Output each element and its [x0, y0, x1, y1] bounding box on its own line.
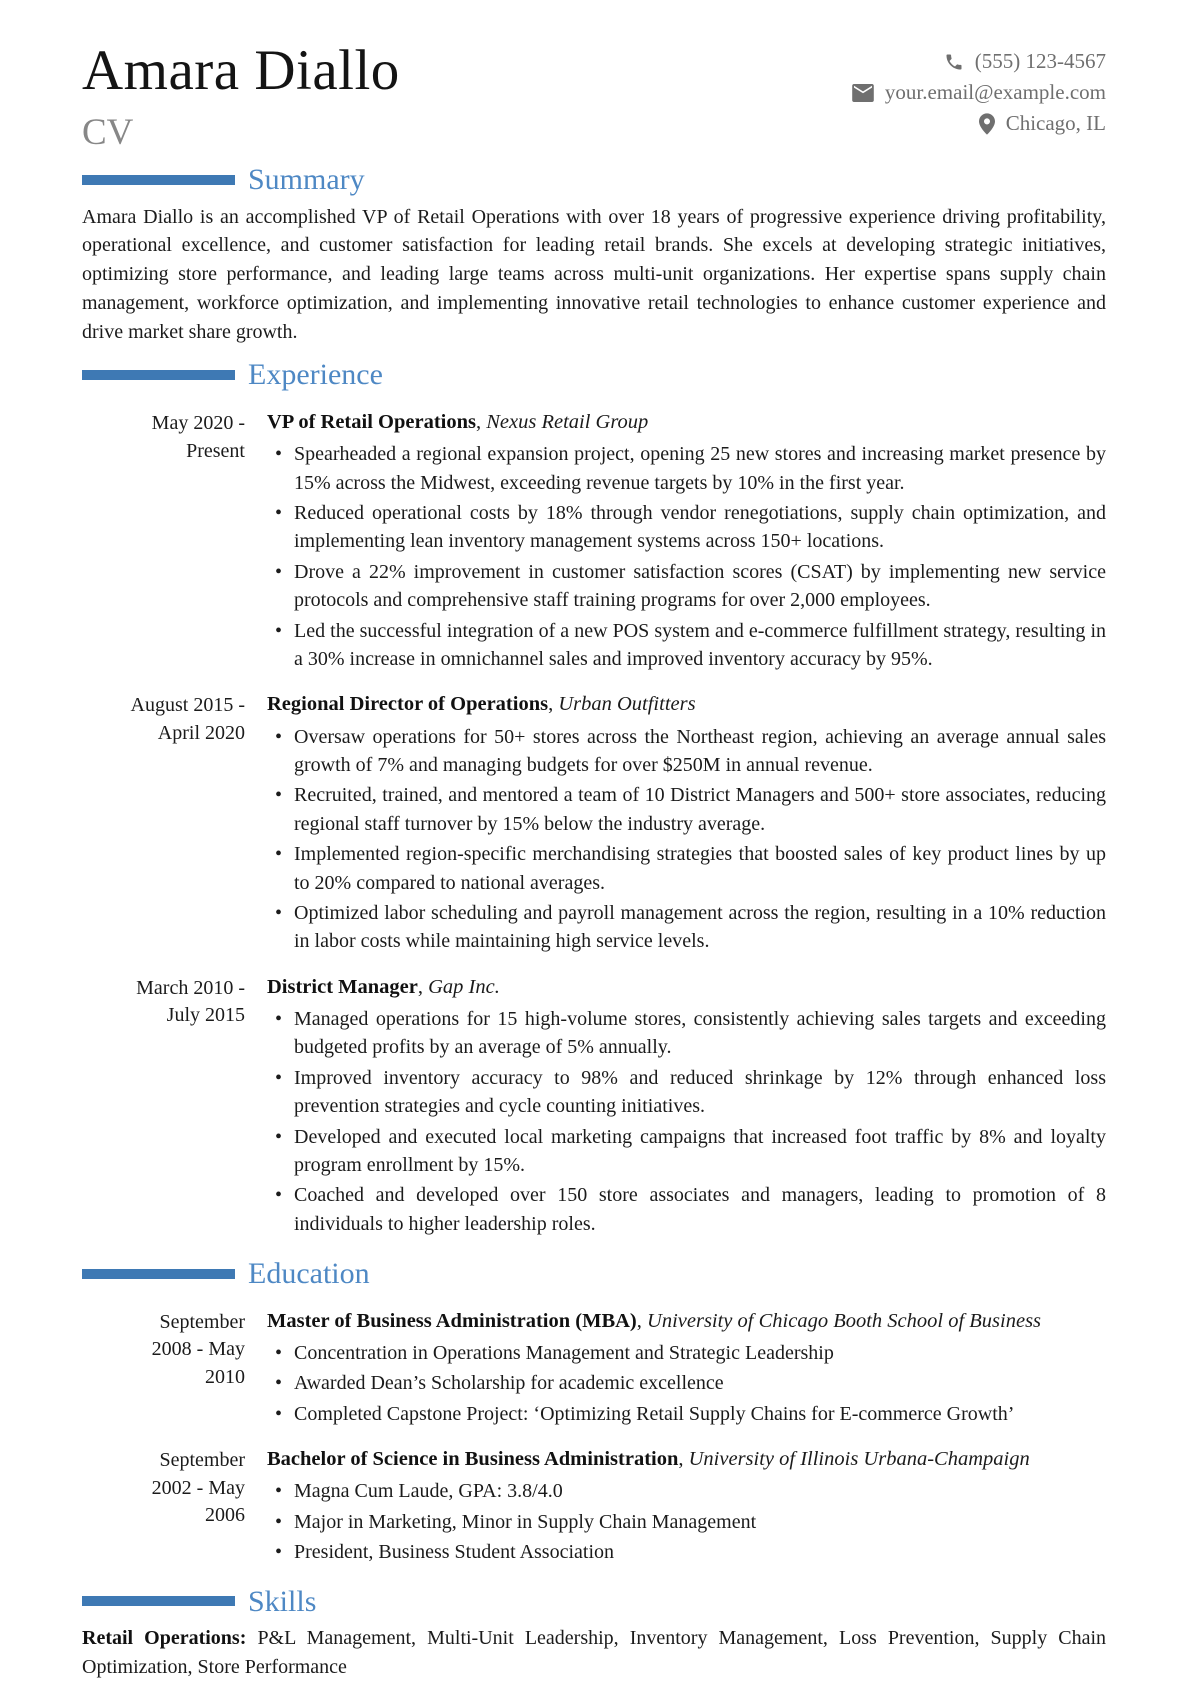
skill-category-label: Retail Operations: — [82, 1627, 247, 1650]
heading-separator: , — [417, 975, 429, 998]
company-name: Urban Outfitters — [558, 693, 696, 716]
experience-entry — [82, 408, 1106, 673]
experience-entry — [82, 690, 1106, 955]
bullet-item: • Magna Cum Laude, GPA: 3.8/4.0 — [267, 1477, 1106, 1505]
degree-title: Master of Business Administration (MBA) — [267, 1309, 637, 1332]
entry-heading — [267, 1445, 1106, 1473]
bullet-item: • Developed and executed local marketing campaigns that increased foot traffic by 8% and loyalty program enrollment by 15%. — [267, 1123, 1106, 1180]
section-title: Education — [248, 1257, 370, 1291]
location-text: Chicago, IL — [1005, 111, 1106, 136]
section-title: Summary — [248, 163, 365, 196]
skill-list: P&L Management, Multi-Unit Leadership, Inventory Management, Loss Prevention, Supply Chain Optimization, Store Performance — [82, 1627, 1107, 1678]
bullet-list — [267, 440, 1106, 673]
entry-heading — [267, 973, 1106, 1001]
company-name: Gap Inc. — [428, 975, 500, 998]
entry-date-range: May 2020 - Present — [151, 411, 245, 462]
header — [82, 39, 1106, 153]
bullet-item: • Spearheaded a regional expansion project, opening 25 new stores and increasing market presence by 15% across the Midwest, exceeding revenue targets by 10% in the first year. — [267, 440, 1106, 497]
envelope-icon — [852, 84, 874, 102]
heading-separator: , — [678, 1448, 689, 1471]
section-accent-bar — [82, 1269, 235, 1279]
heading-separator: , — [475, 410, 487, 433]
bullet-item: • Completed Capstone Project: ‘Optimizing Retail Supply Chains for E-commerce Growth’ — [267, 1400, 1106, 1428]
entry-body — [267, 1445, 1106, 1566]
contact-phone-row — [944, 50, 1106, 73]
bullet-item: • Implemented region-specific merchandising strategies that boosted sales of key product lines by up to 20% compared to national averages. — [267, 840, 1106, 897]
entry-date-range: September 2002 - May 2006 — [151, 1449, 245, 1527]
experience-entry — [82, 973, 1106, 1238]
bullet-item: • Major in Marketing, Minor in Supply Chain Management — [267, 1508, 1106, 1536]
email-address: your.email@example.com — [884, 80, 1106, 105]
bullet-item: • Awarded Dean’s Scholarship for academic excellence — [267, 1369, 1106, 1397]
bullet-item: • Concentration in Operations Management and Strategic Leadership — [267, 1339, 1106, 1367]
contact-location-row — [979, 112, 1106, 135]
entry-body — [267, 690, 1106, 955]
school-name: University of Chicago Booth School of Business — [647, 1309, 1042, 1332]
phone-number: (555) 123-4567 — [974, 49, 1106, 73]
entry-body — [267, 408, 1106, 673]
education-entry — [82, 1445, 1106, 1566]
section-header-experience — [82, 359, 1106, 391]
bullet-item: • Coached and developed over 150 store associates and managers, leading to promotion of 8 individuals to higher leadership roles. — [267, 1181, 1106, 1238]
document-subtitle: CV — [82, 112, 134, 153]
heading-separator: , — [636, 1309, 648, 1332]
school-name: University of Illinois Urbana-Champaign — [688, 1448, 1030, 1471]
section-header-education — [82, 1258, 1106, 1290]
contact-email-row — [852, 81, 1106, 104]
entry-body — [267, 1307, 1106, 1428]
job-title: Regional Director of Operations — [267, 693, 549, 716]
entry-heading — [267, 408, 1106, 436]
job-title: VP of Retail Operations — [267, 410, 476, 433]
section-accent-bar — [82, 1596, 235, 1606]
bullet-item: • Optimized labor scheduling and payroll management across the region, resulting in a 10% reduction in labor costs while maintaining high service levels. — [267, 899, 1106, 956]
bullet-item: • Reduced operational costs by 18% through vendor renegotiations, supply chain optimization, and implementing lean inventory management systems across 150+ locations. — [267, 499, 1106, 556]
bullet-item: • Recruited, trained, and mentored a team of 10 District Managers and 500+ store associates, reducing regional staff turnover by 15% below the industry average. — [267, 781, 1106, 838]
bullet-list — [267, 723, 1106, 956]
bullet-item: • President, Business Student Association — [267, 1538, 1106, 1566]
entry-date-range: September 2008 - May 2010 — [151, 1310, 245, 1388]
bullet-list — [267, 1477, 1106, 1566]
location-pin-icon — [979, 113, 995, 135]
entry-date-range: March 2010 - July 2015 — [136, 976, 245, 1027]
job-title: District Manager — [267, 975, 418, 998]
section-title: Skills — [248, 1584, 317, 1618]
bullet-item: • Oversaw operations for 50+ stores across the Northeast region, achieving an average annual sales growth of 7% and managing budgets for over $250M in annual revenue. — [267, 723, 1106, 780]
bullet-list — [267, 1005, 1106, 1238]
bullet-item: • Managed operations for 15 high-volume stores, consistently achieving sales targets and exceeding budgeted profits by an average of 5% annually. — [267, 1005, 1106, 1062]
section-accent-bar — [82, 370, 235, 380]
phone-icon — [944, 52, 964, 72]
person-name: Amara Diallo — [82, 39, 400, 102]
section-header-skills — [82, 1586, 1106, 1618]
bullet-item: • Improved inventory accuracy to 98% and reduced shrinkage by 12% through enhanced loss prevention strategies and cycle counting initiatives. — [267, 1064, 1106, 1121]
bullet-item: • Drove a 22% improvement in customer satisfaction scores (CSAT) by implementing new service protocols and comprehensive staff training programs for over 2,000 employees. — [267, 558, 1106, 615]
heading-separator: , — [548, 693, 559, 716]
identity-block — [82, 39, 400, 153]
entry-date-range: August 2015 - April 2020 — [130, 694, 245, 744]
summary-text: Amara Diallo is an accomplished VP of Retail Operations with over 18 years of progressive experience driving profitability, operational excellence, and customer satisfaction for leading retail brands. She excels at developing strategic initiatives, optimizing store performance, and leading large teams across multi-unit organizations. Her expertise spans supply chain management, workforce optimization, and implementing innovative retail technologies to enhance customer experience and drive market share growth. — [82, 205, 1106, 343]
section-title: Experience — [248, 358, 383, 392]
section-accent-bar — [82, 175, 235, 185]
contact-block — [852, 50, 1106, 135]
company-name: Nexus Retail Group — [486, 410, 649, 433]
education-entry — [82, 1307, 1106, 1428]
entry-body — [267, 973, 1106, 1238]
bullet-list — [267, 1339, 1106, 1428]
entry-heading — [267, 690, 1106, 718]
bullet-item: • Led the successful integration of a new POS system and e-commerce fulfillment strategy, resulting in a 30% increase in omnichannel sales and improved inventory accuracy by 95%. — [267, 617, 1106, 674]
degree-title: Bachelor of Science in Business Administration — [267, 1448, 679, 1471]
skills-text — [82, 1624, 1106, 1682]
entry-heading — [267, 1307, 1106, 1335]
section-header-summary — [82, 164, 1106, 196]
